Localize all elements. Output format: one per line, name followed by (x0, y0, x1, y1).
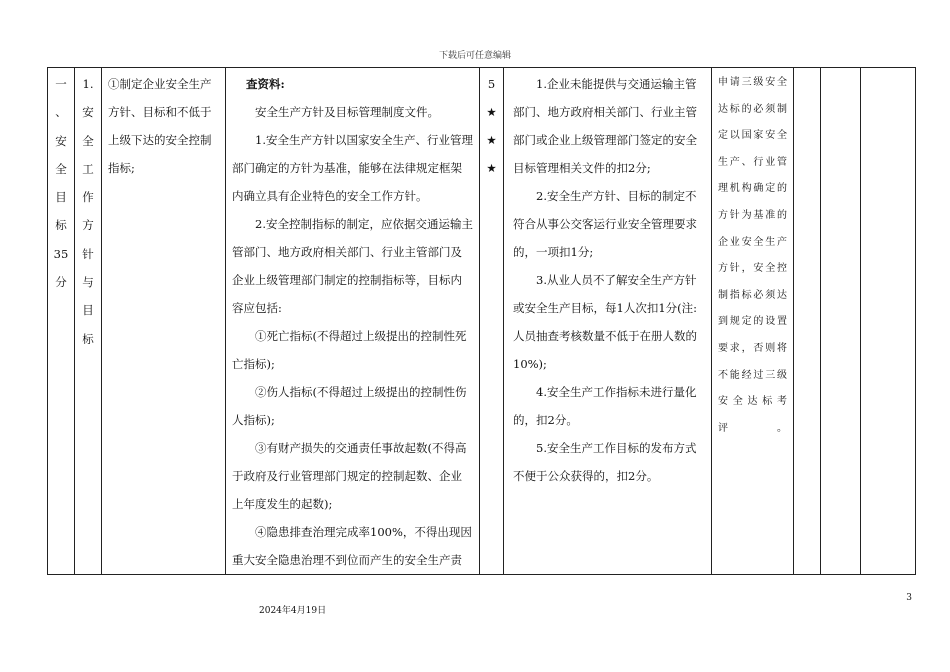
score-char: ★ (486, 105, 497, 119)
method-paragraph: 1.安全生产方针以国家安全生产、行业管理部门确定的方针为基准，能够在法律规定框架内确立具有企业特色的安全工作方针。 (232, 133, 473, 203)
table-row (48, 68, 916, 575)
method-paragraph: ④隐患排查治理完成率100%，不得出现因重大安全隐患治理不到位而产生的安全生产责 (232, 525, 472, 567)
category-char: 一 (55, 77, 67, 91)
footer-date: 2024年4月19日 (259, 606, 327, 616)
item-char: 作 (82, 190, 94, 205)
method-paragraph: ②伤人指标(不得超过上级提出的控制性伤人指标); (232, 385, 467, 427)
category-char: 安 (55, 133, 67, 148)
category-char: 目 (55, 190, 67, 205)
item-char: 方 (82, 218, 94, 233)
deduction-paragraph: 1.企业未能提供与交通运输主管部门、地方政府相关部门、行业主管部门或企业上级管理部门签定的安全目标管理相关文件的扣2分; (513, 77, 697, 175)
deduction-paragraph: 2.安全生产方针、目标的制定不符合从事公交客运行业安全管理要求的，一项扣1分; (513, 189, 697, 259)
note-cell: 申请三级安全达标的必须制定以国家安全生产、行业管理机构确定的方针为基准的企业安全生产方针，安全控制指标必须达到规定的设置要求，否则将不能经过三级安全达标考评。 (712, 68, 794, 575)
item-char: 1. (82, 77, 94, 91)
empty-cell-3 (861, 68, 916, 575)
deduction-paragraph: 3.从业人员不了解安全生产方针或安全生产目标，每1人次扣1分(注:人员抽查考核数量不低于在册人数的10%); (513, 273, 697, 371)
item-cell (75, 68, 102, 575)
method-cell (226, 68, 480, 575)
item-char: 与 (82, 275, 94, 290)
assessment-table (47, 67, 916, 575)
score-cell (480, 68, 504, 575)
requirement-cell: ①制定企业安全生产方针、目标和不低于上级下达的安全控制指标; (102, 68, 226, 575)
item-char: 目 (82, 303, 94, 318)
category-char: 全 (55, 161, 67, 176)
method-label: 查资料: (246, 77, 285, 91)
deduction-paragraph: 5.安全生产工作目标的发布方式不便于公众获得的，扣2分。 (513, 441, 697, 483)
deduction-cell (504, 68, 712, 575)
item-char: 标 (82, 331, 94, 346)
method-paragraph: ③有财产损失的交通责任事故起数(不得高于政府及行业管理部门规定的控制起数、企业上年度发生的起数); (232, 441, 467, 511)
item-char: 全 (82, 133, 94, 148)
deduction-paragraph: 4.安全生产工作指标未进行量化的，扣2分。 (513, 385, 697, 427)
method-paragraphs (232, 98, 473, 574)
item-char: 安 (82, 105, 94, 120)
item-char: 工 (82, 161, 94, 176)
method-paragraph: 安全生产方针及目标管理制度文件。 (255, 105, 439, 119)
empty-cell-2 (821, 68, 861, 575)
method-paragraph: 2.安全控制指标的制定，应依据交通运输主管部门、地方政府相关部门、行业主管部门及企业上级管理部门制定的控制指标等，目标内容应包括: (232, 217, 473, 315)
category-char: 、 (55, 105, 67, 120)
score-char: ★ (486, 161, 497, 175)
header-note: 下载后可任意编辑 (438, 51, 511, 61)
category-char: 35 (53, 246, 69, 261)
score-char: ★ (486, 133, 497, 147)
score-char: 5 (487, 77, 496, 91)
category-char: 标 (55, 218, 67, 233)
empty-cell-1 (794, 68, 821, 575)
method-paragraph: ①死亡指标(不得超过上级提出的控制性死亡指标); (232, 329, 467, 371)
category-char: 分 (55, 275, 67, 290)
page-number: 3 (906, 593, 912, 603)
category-cell (48, 68, 75, 575)
item-char: 针 (82, 246, 94, 261)
